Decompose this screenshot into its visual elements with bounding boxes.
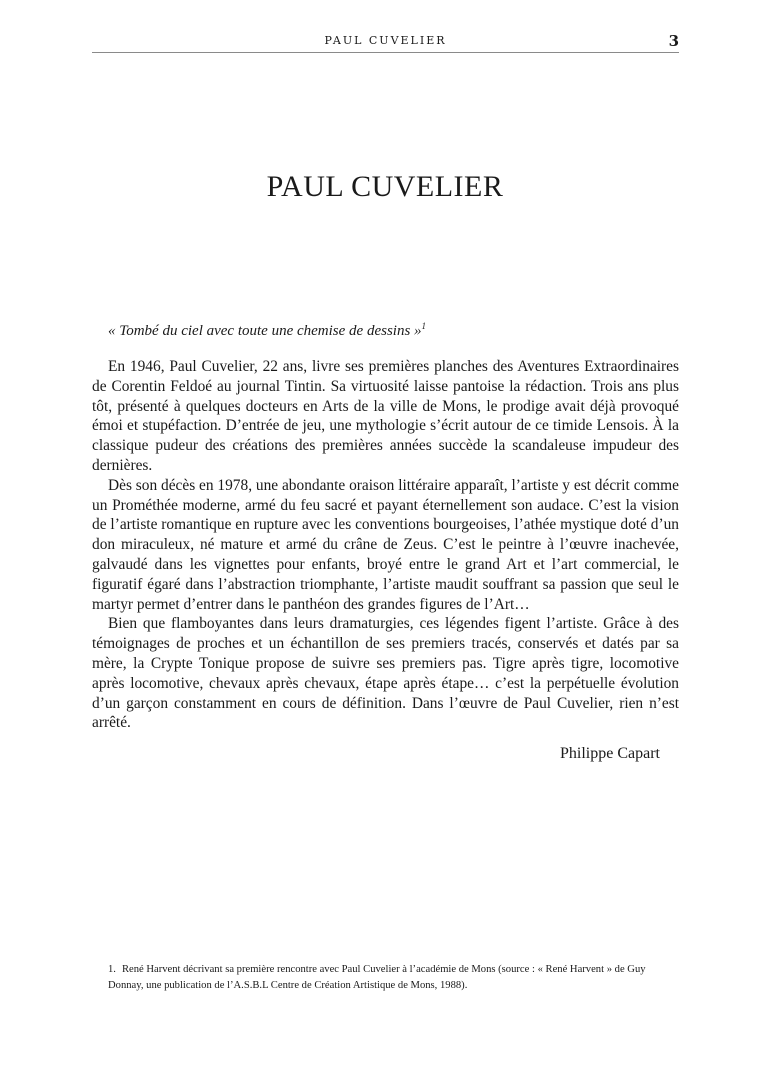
epigraph xyxy=(108,321,426,340)
chapter-title: PAUL CUVELIER xyxy=(266,170,504,203)
paragraph-1: En 1946, Paul Cuvelier, 22 ans, livre ses premières planches des Aventures Extraordinaires de Corentin Feldoé au journal Tintin. Sa virtuosité laisse pantoise la rédaction. Trois ans plus tôt, présenté à quelques docteurs en Arts de la ville de Mons, le prodige avait déjà provoqué émoi et stupéfaction. D’entrée de jeu, une mythologie s’écrit autour de ce timide Lensois. À la classique pudeur des créations des premières années succède la scandaleuse impudeur des dernières. xyxy=(92,358,679,474)
author-signature: Philippe Capart xyxy=(560,745,660,762)
page-number: 3 xyxy=(668,32,679,50)
running-header xyxy=(92,32,679,53)
body-text xyxy=(92,357,679,733)
footnote xyxy=(108,962,668,994)
running-title: PAUL CUVELIER xyxy=(324,34,447,47)
footnote-text: René Harvent décrivant sa première rencontre avec Paul Cuvelier à l’académie de Mons (source : « René Harvent » de Guy Donnay, une publication de l’A.S.B.L Centre de Création Artistique de Mons, 1988). xyxy=(108,964,646,991)
footnote-reference: 1 xyxy=(421,321,427,331)
epigraph-text: « Tombé du ciel avec toute une chemise de dessins » xyxy=(108,323,422,339)
paragraph-3: Bien que flamboyantes dans leurs dramaturgies, ces légendes figent l’artiste. Grâce à des témoignages de proches et un échantillon de ses premiers tracés, conservés et datés par sa mère, la Crypte Tonique propose de suivre ses premiers pas. Tigre après tigre, locomotive après locomotive, chevaux après chevaux, étape après étape… c’est la perpétuelle évolution d’un garçon constamment en cours de définition. Dans l’œuvre de Paul Cuvelier, rien n’est arrêté. xyxy=(92,615,679,732)
paragraph-2: Dès son décès en 1978, une abondante oraison littéraire apparaît, l’artiste y est décrit comme un Prométhée moderne, armé du feu sacré et payant éternellement son audace. C’est la vision de l’artiste romantique en rupture avec les conventions bourgeoises, l’athée mystique doté d’un don miraculeux, né mature et armé du crâne de Zeus. C’est le peintre à l’œuvre inachevée, galvaudé dans les vignettes pour enfants, broyé entre le grand Art et l’art commercial, le figuratif égaré dans l’abstraction triomphante, l’artiste maudit souffrant sa passion que seul le martyr permet d’entrer dans le panthéon des grandes figures de l’Art… xyxy=(92,476,679,613)
footnote-number: 1. xyxy=(108,964,116,975)
